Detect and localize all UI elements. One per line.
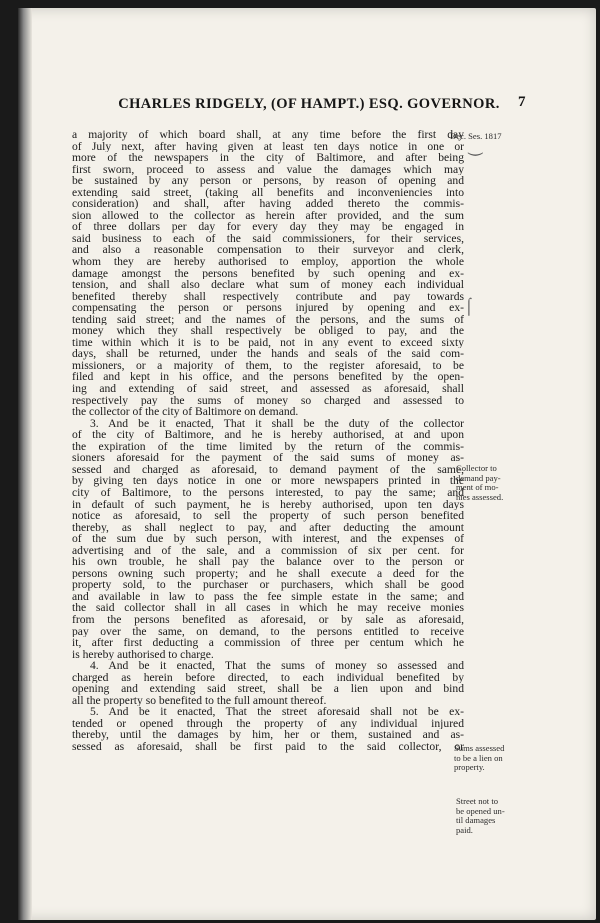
- text-line: thereby, as shall neglect to pay, and after deducting the amount: [72, 521, 464, 534]
- text-line: in default of such payment, he is hereby authorised, upon ten days: [72, 498, 464, 511]
- text-line: city of Baltimore, to the persons interested, to pay the same; and: [72, 486, 464, 499]
- body-text: [72, 129, 464, 753]
- text-line: compensating the person or persons injured by opening and ex-: [72, 302, 464, 314]
- text-line: consideration) and shall, after having added thereto the commis-: [72, 198, 464, 210]
- text-line: be sustained by any person or persons, by reason of opening and: [72, 175, 464, 187]
- text-line: benefited thereby shall respectively contribute and pay towards: [72, 290, 464, 303]
- page-number: 7: [518, 94, 526, 110]
- margin-note-sums: [454, 744, 504, 773]
- margin-note-line: property.: [454, 762, 485, 773]
- margin-note-line: ment of mo-: [456, 482, 499, 493]
- running-title: CHARLES RIDGELY, (OF HAMPT.) ESQ. GOVERNOR.: [118, 96, 500, 112]
- text-line: tension, and shall also declare what sum of money each individual: [72, 279, 464, 291]
- text-line: and also a reasonable compensation to their surveyor and clerk,: [72, 244, 464, 257]
- margin-note-line: nies assessed.: [456, 491, 504, 502]
- page-binding-shadow: [18, 8, 32, 920]
- text-line: by giving ten days notice in one or more newspapers printed in the: [72, 475, 464, 487]
- text-line: days, shall be returned, under the hands and seals of the said com-: [72, 348, 464, 360]
- text-line: a majority of which board shall, at any time before the first day: [72, 129, 464, 141]
- text-line: opening and extending said street, shall be a lien upon and bind: [72, 683, 464, 695]
- section-5-start: 5. And be it enacted, That the street aforesaid shall not be ex-: [90, 706, 464, 718]
- text-line: tended or opened through the property of any individual injured: [72, 717, 464, 730]
- text-line: the expiration of the time limited by the return of the commis-: [72, 440, 464, 453]
- text-line: is hereby authorised to charge.: [72, 648, 214, 661]
- text-line: damage amongst the persons benefited by such opening and ex-: [72, 267, 464, 280]
- text-line: pay over the same, on demand, to the persons entitled to receive: [72, 625, 464, 638]
- margin-bracket: ⌠: [464, 298, 474, 315]
- text-line: charged as herein before directed, to each individual benefited by: [72, 671, 464, 684]
- text-line: from the persons benefited as aforesaid, or by sale as aforesaid,: [72, 613, 464, 626]
- text-line: missioners, or a majority of them, to the register aforesaid, to be: [72, 359, 464, 372]
- text-line: ing and extending of said street, and assessed as aforesaid, shall: [72, 383, 464, 395]
- text-line: time within which it is to be paid, not in any event to exceed sixty: [72, 336, 464, 349]
- text-line: of three dollars per day for every day they may be engaged in: [72, 221, 464, 233]
- margin-note-street: [456, 797, 505, 835]
- margin-note-line: til damages: [456, 815, 496, 826]
- brace-mark: ⏝: [468, 138, 484, 155]
- text-line: and available in law to pass the fee simple estate in the same; and: [72, 590, 464, 603]
- text-line: advertising and of the sale, and a commission of six per cent. for: [72, 544, 464, 557]
- text-line: sion allowed to the collector as herein after provided, and the sum: [72, 209, 464, 222]
- margin-note-line: be opened un-: [456, 805, 505, 816]
- text-line: persons owning such property; and he shall execute a deed for the: [72, 567, 464, 580]
- text-line: first sworn, proceed to assess and value the damages which may: [72, 163, 464, 176]
- text-line: it, after first deducting a commission of three per centum which he: [72, 637, 464, 649]
- section-3-start: 3. And be it enacted, That it shall be the duty of the collector: [90, 417, 464, 430]
- margin-note-line: Sums assessed: [454, 743, 505, 753]
- text-line: whom they are hereby authorised to employ, apportion the whole: [72, 256, 464, 268]
- margin-note-line: to be a lien on: [454, 752, 503, 763]
- text-line: sioners aforesaid for the payment of the said sums of money as-: [72, 452, 464, 464]
- text-line: extending said street, (taking all benefits and inconveniencies into: [72, 186, 464, 199]
- text-line: sessed as aforesaid, shall be first paid to the said collector, or: [72, 740, 464, 753]
- margin-note-line: paid.: [456, 824, 473, 835]
- text-line: his own trouble, he shall pay the balance over to the person or: [72, 556, 464, 568]
- text-line: of the sum due by such person, with interest, and the expenses of: [72, 533, 464, 545]
- text-line: respectively pay the sums of money so charged and assessed to: [72, 394, 464, 407]
- margin-note-line: Collector to: [456, 463, 497, 473]
- text-line: all the property so benefited to the full amount thereof.: [72, 694, 327, 707]
- text-line: the said collector shall in all cases in which he may receive monies: [72, 602, 464, 614]
- document-page: [18, 8, 596, 920]
- text-line: money which they shall respectively be obliged to pay, and the: [72, 325, 464, 337]
- text-line: thereby, until the damages by him, her or them, sustained and as-: [72, 729, 464, 741]
- text-line: more of the newspapers in the city of Baltimore, and after being: [72, 152, 464, 164]
- text-line: the collector of the city of Baltimore on demand.: [72, 406, 299, 418]
- text-line: notice as aforesaid, to sell the property of such person benefited: [72, 510, 464, 522]
- margin-note-line: demand pay-: [456, 472, 501, 483]
- section-4-start: 4. And be it enacted, That the sums of money so assessed and: [90, 660, 464, 672]
- margin-note-session-text: Dec. Ses. 1817: [450, 131, 502, 141]
- text-line: property sold, to the purchaser or purchasers, which shall be good: [72, 579, 464, 591]
- text-line: filed and kept in his office, and the persons benefited by the open-: [72, 371, 464, 384]
- text-line: of July next, after having given at least ten days notice in one or: [72, 140, 464, 153]
- text-line: tending said street; and the names of the persons, and the sums of: [72, 313, 464, 326]
- margin-note-line: Street not to: [456, 796, 499, 806]
- text-line: sessed and charged as aforesaid, to demand payment of the same,: [72, 463, 464, 476]
- text-line: of the city of Baltimore, and he is hereby authorised, at and upon: [72, 429, 464, 441]
- text-line: said business to each of the said commissioners, for their services,: [72, 232, 464, 245]
- margin-note-collector: [456, 464, 503, 502]
